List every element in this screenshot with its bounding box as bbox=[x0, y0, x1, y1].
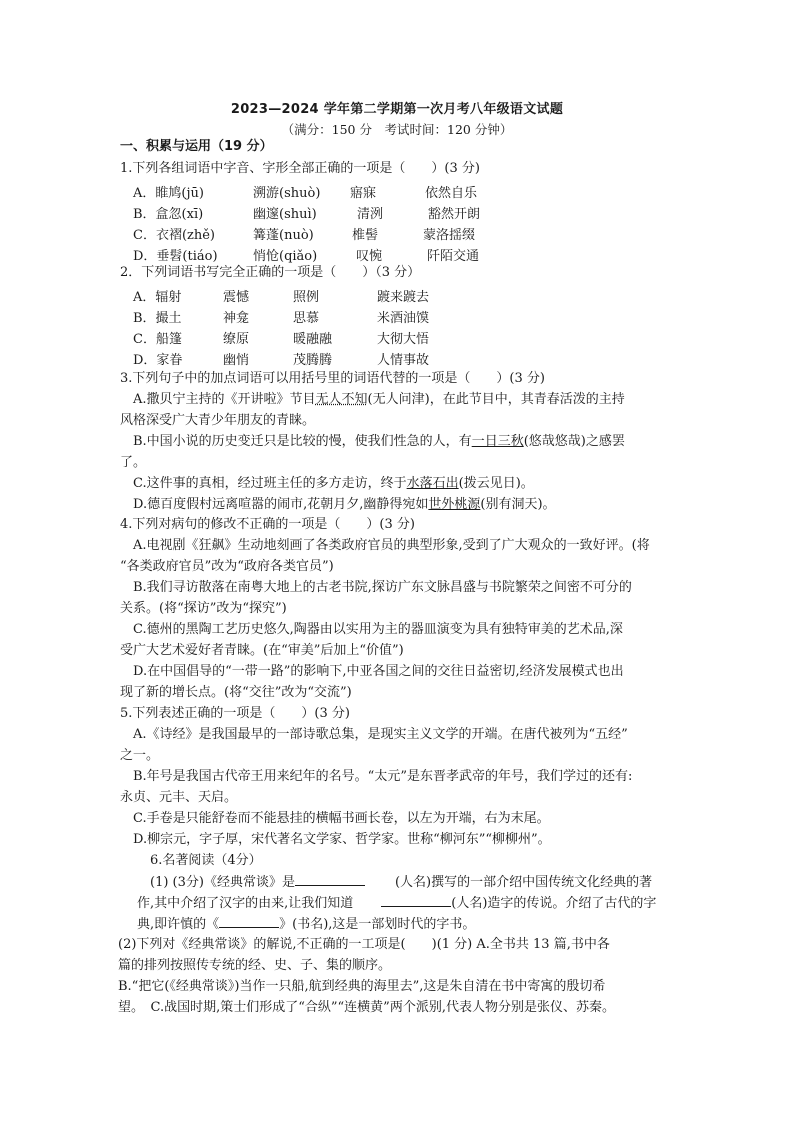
q6-blank-character[interactable] bbox=[381, 894, 451, 907]
q2-stem: 2．下列词语书写完全正确的一项是（ ）（3 分） bbox=[120, 265, 421, 280]
q4-line: 关系。(将“探访”改为“探究”) bbox=[120, 601, 287, 616]
q3-dotted-word-d: 世外桃源 bbox=[428, 497, 481, 512]
q5-stem: 5.下列表述正确的一项是（ ）(3 分) bbox=[120, 706, 350, 721]
q3-dotted-word-a: 无人不知 bbox=[315, 392, 368, 407]
q6-part1-line2: 作,其中介绍了汉字的由来,让我们知道 (人名)造字的传说。介绍了古代的字 bbox=[137, 896, 657, 911]
section-heading: 一、积累与运用（19 分） bbox=[120, 139, 273, 154]
q3-option-b: B.中国小说的历史变迁只是比较的慢，使我们性急的人，有一日三秋(悠哉悠哉)之感罢 bbox=[133, 434, 625, 449]
q4-line: “各类政府官员”改为“政府各类官员”) bbox=[120, 559, 334, 574]
q4-line: A.电视剧《狂飙》生动地刻画了各类政府官员的典型形象,受到了广大观众的一致好评。(将 bbox=[133, 538, 650, 553]
q5-line: D.柳宗元，字子厚，宋代著名文学家、哲学家。世称“柳河东”“柳柳州”。 bbox=[133, 832, 551, 847]
q4-line: 现了新的增长点。(将“交往”改为“交流”) bbox=[120, 685, 352, 700]
q6-line: 篇的排列按照传专统的经、史、子、集的顺序。 bbox=[118, 958, 392, 973]
q3-option-d: D.德百度假村远离喧嚣的闹市,花朝月夕,幽静得宛如世外桃源(别有洞天)。 bbox=[133, 497, 556, 512]
q3-dotted-word-c: 水落石出 bbox=[406, 476, 459, 491]
q4-stem: 4.下列对病句的修改不正确的一项是（ ）(3 分) bbox=[120, 517, 415, 532]
exam-title: 2023—2024 学年第二学期第一次月考八年级语文试题 bbox=[230, 102, 564, 117]
q5-line: 之一。 bbox=[120, 748, 160, 763]
q3-stem: 3.下列句子中的加点词语可以用括号里的词语代替的一项是（ ）(3 分) bbox=[120, 371, 545, 386]
q3-option-a-cont: 风格深受广大青少年朋友的青睐。 bbox=[120, 413, 316, 428]
q4-line: 受广大艺术爱好者青睐。(在“审美”后加上“价值”) bbox=[120, 643, 404, 658]
q6-line: 望。 C.战国时期,策士们形成了“合纵”“连横黄”两个派别,代表人物分别是张仪、苏秦。 bbox=[118, 1000, 615, 1015]
q3-option-a: A.撒贝宁主持的《开讲啦》节目无人不知(无人问津)，在此节目中，其青春活泼的主持 bbox=[133, 392, 625, 407]
q3-option-b-cont: 了。 bbox=[120, 455, 147, 470]
q3-dotted-word-b: 一日三秋 bbox=[471, 434, 524, 449]
q5-line: C.手卷是只能舒卷而不能悬挂的横幅书画长卷，以左为开端，右为末尾。 bbox=[133, 811, 550, 826]
q5-line: 永贞、元丰、天启。 bbox=[120, 790, 238, 805]
q5-line: A.《诗经》是我国最早的一部诗歌总集，是现实主义文学的开端。在唐代被列为“五经” bbox=[133, 727, 628, 742]
q6-blank-book[interactable] bbox=[219, 915, 279, 928]
q6-part1-line1: (1) (3分)《经典常谈》是 (人名)撰写的一部介绍中国传统文化经典的著 bbox=[150, 875, 653, 890]
q6-line: (2)下列对《经典常谈》的解说,不正确的一工项是( )(1 分) A.全书共 13 篇,书中各 bbox=[118, 937, 610, 952]
q4-line: D.在中国倡导的“一带一路”的影响下,中亚各国之间的交往日益密切,经济发展模式也出 bbox=[133, 664, 624, 679]
q1-stem: 1.下列各组词语中字音、字形全部正确的一项是（ ）(3 分) bbox=[120, 161, 480, 176]
q5-line: B.年号是我国古代帝王用来纪年的名号。“太元”是东晋孝武帝的年号，我们学过的还有: bbox=[133, 769, 633, 784]
q6-part1-line3: 典,即许慎的《 》(书名),这是一部划时代的字书。 bbox=[137, 917, 476, 932]
q6-blank-author[interactable] bbox=[295, 873, 365, 886]
exam-page: 2023—2024 学年第二学期第一次月考八年级语文试题 （满分：150 分 考试时间：120 分钟） 一、积累与运用（19 分） 1.下列各组词语中字音、字形全部正确的一项是（ ）(3 分) A．睢鸠(jū) 溯游(shuò) 寤寐 依然自乐 B．盒忽(xī) 幽邃(shuì) 清洌 豁然开朗 C．衣褶(zhě) 篝蓬(nuò) 椎髻 蒙洛揺缀 D．垂髫(tiáo) 悄怆(qiǎo) 叹惋 阡陌交通 2．下列词语书写完全正确的一项是（ ）（3 分） A．辐射 震憾 照例 踱来踱去 B．撮土 神龛 思慕 米酒油馍 C．船篷 缭原 暖融融 大彻大悟 D．家眷 幽悄 茂腾腾 人情事故 3.下列句子中的加点词语可以用括号里的词语代替的一项是（ ）(3 分) A.撒贝宁主持的《开讲啦》节目无人不知(无人问津)，在此节目中，其青春活泼的主持 风格深受广大青少年朋友的青睐。 B.中国小说的历史变迁只是比较的慢，使我们性急的人，有一日三秋(悠哉悠哉)之感罢 了。 C.这件事的真相，经过班主任的多方走访，终于水落石出(拨云见日)。 D.德百度假村远离喧嚣的闹市,花朝月夕,幽静得宛如世外桃源(别有洞天)。 4.下列对病句的修改不正确的一项是（ ）(3 分) A.电视剧《狂飙》生动地刻画了各类政府官员的典型形象,受到了广大观众的一致好评。(将 “各类政府官员”改为“政府各类官员”) B.我们寻访散落在南粤大地上的古老书院,探访广东文脉昌盛与书院繁荣之间密不可分的 关系。(将“探访”改为“探究”) C.德州的黑陶工艺历史悠久,陶器由以实用为主的器皿演变为具有独特审美的艺术品,深 受广大艺术爱好者青睐。(在“审美”后加上“价值”) D.在中国倡导的“一带一路”的影响下,中亚各国之间的交往日益密切,经济发展模式也出 现了新的增长点。(将“交往”改为“交流”) 5.下列表述正确的一项是（ ）(3 分) A.《诗经》是我国最早的一部诗歌总集，是现实主义文学的开端。在唐代被列为“五经” 之一。 B.年号是我国古代帝王用来纪年的名号。“太元”是东晋孝武帝的年号，我们学过的还有: 永贞、元丰、天启。 C.手卷是只能舒卷而不能悬挂的横幅书画长卷，以左为开端，右为末尾。 D.柳宗元，字子厚，宋代著名文学家、哲学家。世称“柳河东”“柳柳州”。 6.名著阅读（4分） (1) (3分)《经典常谈》是 (人名)撰写的一部介绍中国传统文化经典的著 作,其中介绍了汉字的由来,让我们知道 (人名)造字的传说。介绍了古代的字 典,即许慎的《 》(书名),这是一部划时代的字书。 (2)下列对《经典常谈》的解说,不正确的一工项是( )(1 分) A.全书共 13 篇,书中各 篇的排列按照传专统的经、史、子、集的顺序。 B.“把它(《经典常谈》)当作一只船,航到经典的海里去”,这是朱自清在书中寄寓的殷切希 望。 C.战国时期,策士们形成了“合纵”“连横黄”两个派别,代表人物分别是张仪、苏秦。 bbox=[0, 0, 794, 1123]
q4-line: B.我们寻访散落在南粤大地上的古老书院,探访广东文脉昌盛与书院繁荣之间密不可分的 bbox=[133, 580, 632, 595]
q4-line: C.德州的黑陶工艺历史悠久,陶器由以实用为主的器皿演变为具有独特审美的艺术品,深 bbox=[133, 622, 623, 637]
q6-stem: 6.名著阅读（4分） bbox=[150, 853, 262, 868]
exam-subtitle: （满分：150 分 考试时间：120 分钟） bbox=[281, 122, 513, 137]
q3-option-c: C.这件事的真相，经过班主任的多方走访，终于水落石出(拨云见日)。 bbox=[133, 476, 534, 491]
q6-line: B.“把它(《经典常谈》)当作一只船,航到经典的海里去”,这是朱自清在书中寄寓的殷切希 bbox=[118, 979, 606, 994]
